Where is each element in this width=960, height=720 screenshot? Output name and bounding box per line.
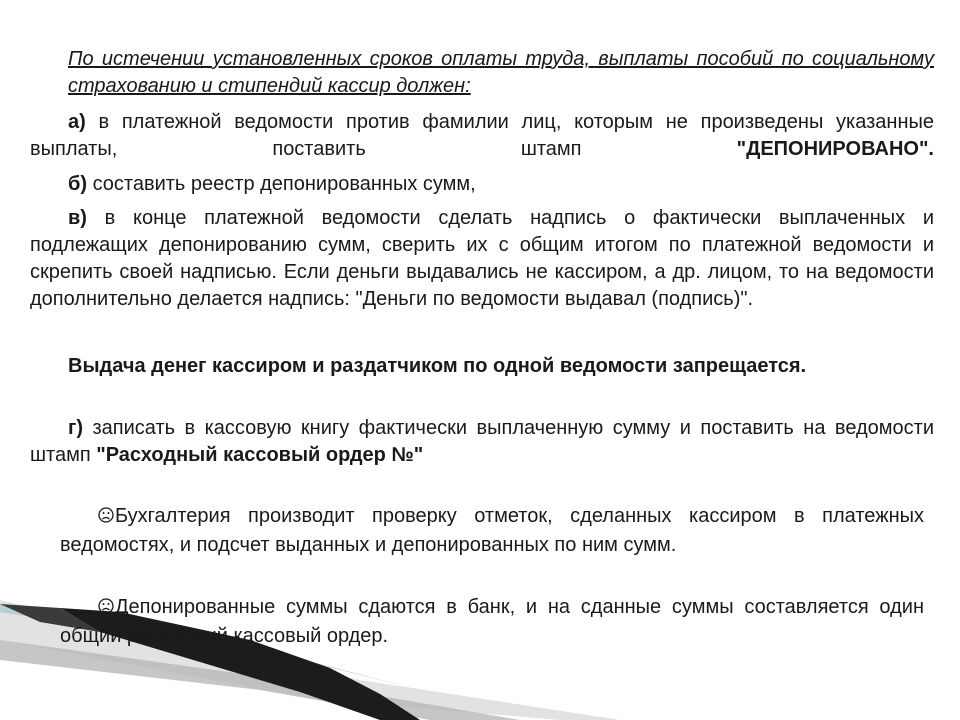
- item-marker: б): [68, 173, 88, 195]
- list-item: [30, 205, 934, 313]
- item-text: в конце платежной ведомости сделать надпись о фактически выплаченных и подлежащих депонированию сумм, сверить их с общим итогом по платежной ведомости и скрепить своей надписью. Если деньги выдавались не кассиром, а др. лицом, то на ведомости дополнительно делается надпись: "Деньги по ведомости выдавал (подпись)".: [30, 207, 934, 310]
- list-item: [30, 415, 934, 469]
- item-text: записать в кассовую книгу фактически выплаченную сумму и поставить на ведомости штамп: [30, 417, 934, 466]
- item-bold-text: Выдача денег кассиром и раздатчиком по одной ведомости запрещается.: [68, 355, 807, 377]
- note-text: Бухгалтерия производит проверку отметок, сделанных кассиром в платежных ведомостях, и подсчет выданных и депонированных по ним сумм.: [60, 505, 924, 556]
- note-item: [60, 593, 924, 651]
- list-item: [30, 171, 934, 198]
- frown-icon: [98, 507, 114, 523]
- note-item: [60, 502, 924, 560]
- item-marker: а): [68, 111, 86, 133]
- frown-icon: [98, 598, 114, 614]
- item-bold-text: "ДЕПОНИРОВАНО".: [736, 138, 934, 160]
- section-heading: По истечении установленных сроков оплаты труда, выплаты пособий по социальному страхованию и стипендий кассир должен:: [68, 48, 934, 97]
- list-item: [30, 109, 934, 163]
- item-marker: г): [68, 417, 83, 439]
- item-bold-text: "Расходный кассовый ордер №": [96, 444, 424, 466]
- list-item: [30, 353, 934, 380]
- note-text: Депонированные суммы сдаются в банк, и на сданные суммы составляется один общий расходный кассовый ордер.: [60, 596, 924, 647]
- item-text: составить реестр депонированных сумм,: [87, 173, 476, 195]
- item-marker: в): [68, 207, 87, 229]
- item-text: в платежной ведомости против фамилии лиц, которым не произведены указанные выплаты, поставить штамп: [30, 111, 934, 160]
